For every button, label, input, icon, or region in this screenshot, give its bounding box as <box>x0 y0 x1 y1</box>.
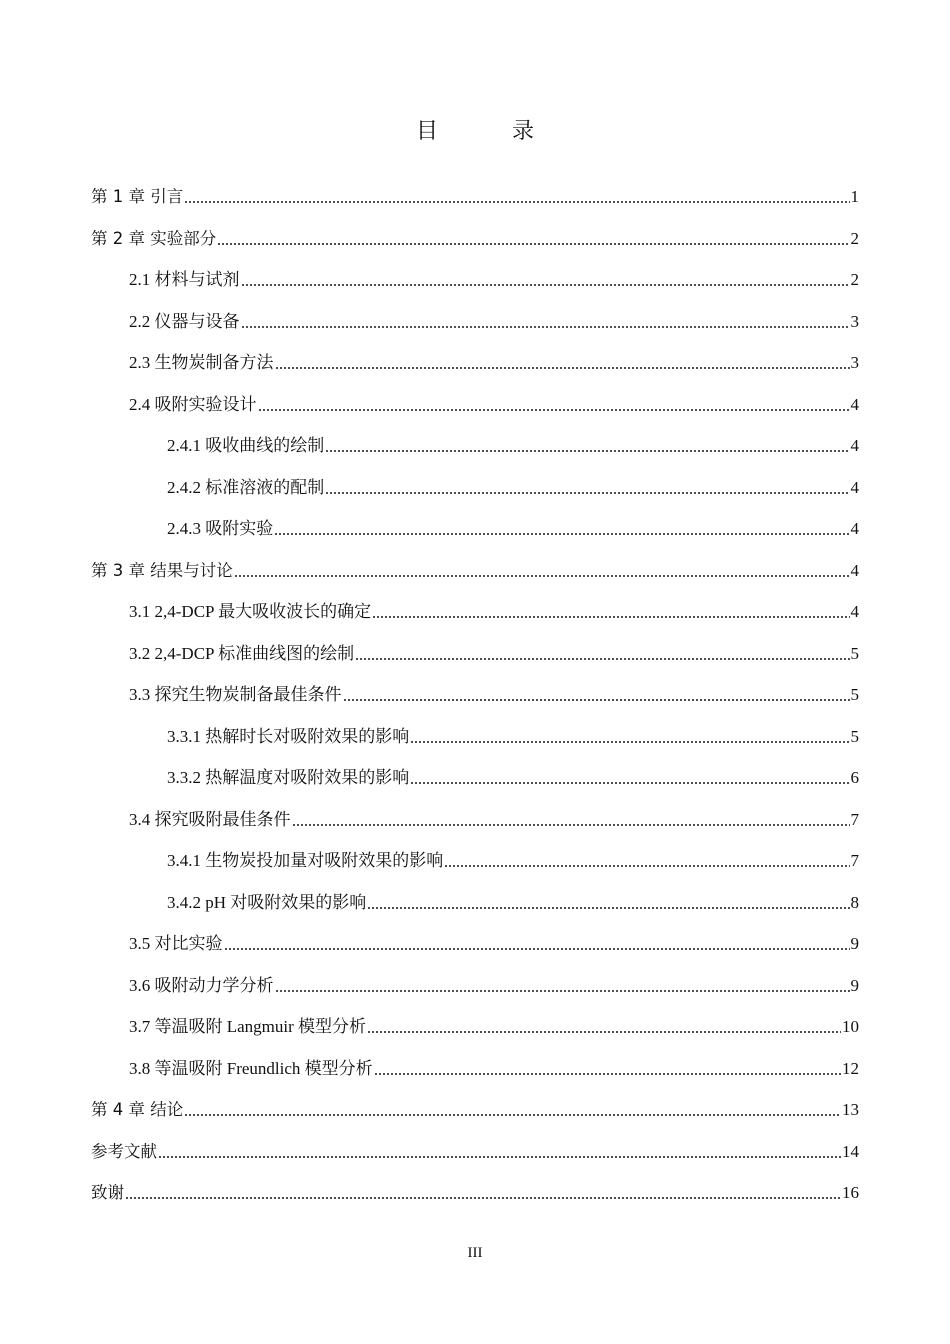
toc-entry-page: 8 <box>850 892 859 912</box>
dot-leader <box>410 741 849 743</box>
toc-entry-label: 3.8 等温吸附 Freundlich 模型分析 <box>129 1058 373 1078</box>
toc-entry-label: 3.4 探究吸附最佳条件 <box>129 809 291 829</box>
toc-entry-label: 3.1 2,4-DCP 最大吸收波长的确定 <box>129 602 372 621</box>
toc-entry-label: 第 3 章 结果与讨论 <box>91 560 233 580</box>
dot-leader <box>234 575 850 577</box>
toc-entry-page: 3 <box>850 353 859 372</box>
toc-entry[interactable] <box>91 1096 859 1124</box>
page-number: III <box>467 1245 483 1261</box>
toc-entry-label: 3.2 2,4-DCP 标准曲线图的绘制 <box>129 643 355 663</box>
toc-entry[interactable] <box>167 889 859 917</box>
toc-entry-label: 3.5 对比实验 <box>129 934 223 953</box>
toc-entry-label: 第 1 章 引言 <box>91 187 184 206</box>
toc-entry-page: 13 <box>842 1100 859 1119</box>
toc-entry[interactable] <box>167 515 859 543</box>
toc-entry[interactable] <box>129 349 859 377</box>
toc-entry[interactable] <box>167 764 859 792</box>
toc-entry-label: 2.4.3 吸附实验 <box>167 519 274 538</box>
toc-entry[interactable] <box>91 1138 859 1166</box>
toc-entry-page: 10 <box>842 1017 859 1036</box>
dot-leader <box>158 1156 841 1158</box>
toc-title: 目 录 <box>415 119 560 144</box>
dot-leader <box>241 326 850 328</box>
toc-entry-label: 3.7 等温吸附 Langmuir 模型分析 <box>129 1017 367 1036</box>
dot-leader <box>444 865 849 867</box>
toc-entry-label: 第 2 章 实验部分 <box>91 228 217 248</box>
toc-entry-page: 3 <box>850 311 859 331</box>
toc-entry-label: 3.3.1 热解时长对吸附效果的影响 <box>167 726 410 746</box>
toc-entry-label: 3.6 吸附动力学分析 <box>129 975 274 995</box>
toc-entry-page: 2 <box>850 228 859 248</box>
toc-entry[interactable] <box>129 308 859 336</box>
toc-entry-label: 2.4.2 标准溶液的配制 <box>167 477 325 497</box>
dot-leader <box>410 782 849 784</box>
toc-entry-page: 7 <box>850 809 859 829</box>
dot-leader <box>325 450 849 452</box>
toc-entry-label: 2.1 材料与试剂 <box>129 270 240 289</box>
toc-entry-label: 2.3 生物炭制备方法 <box>129 353 274 372</box>
dot-leader <box>372 616 849 618</box>
toc-entry[interactable] <box>167 432 859 460</box>
toc-entry-page: 1 <box>850 187 859 206</box>
toc-entry-label: 致谢 <box>91 1183 124 1202</box>
toc-entry-page: 6 <box>850 768 859 787</box>
toc-entry-label: 3.3.2 热解温度对吸附效果的影响 <box>167 768 410 787</box>
toc-entry[interactable] <box>129 1013 859 1041</box>
toc-entry-page: 14 <box>842 1141 859 1161</box>
toc-entry[interactable] <box>129 266 859 294</box>
dot-leader <box>325 492 849 494</box>
toc-entry-label: 3.4.1 生物炭投加量对吸附效果的影响 <box>167 851 444 870</box>
toc-entry-page: 4 <box>850 560 859 580</box>
toc-entry[interactable] <box>129 640 859 668</box>
toc-entry-label: 3.4.2 pH 对吸附效果的影响 <box>167 892 367 912</box>
toc-entry-page: 7 <box>850 851 859 870</box>
toc-entry-label: 2.4.1 吸收曲线的绘制 <box>167 436 325 455</box>
dot-leader <box>125 1197 841 1199</box>
toc-entry[interactable] <box>167 474 859 502</box>
toc-entry-page: 16 <box>842 1183 859 1202</box>
dot-leader <box>367 1031 841 1033</box>
dot-leader <box>343 699 850 701</box>
toc-entry[interactable] <box>167 847 859 875</box>
toc-entry-page: 9 <box>850 975 859 995</box>
toc-entry-label: 参考文献 <box>91 1141 157 1161</box>
dot-leader <box>274 533 849 535</box>
toc-entry[interactable] <box>129 806 859 834</box>
toc-entry-page: 4 <box>850 436 859 455</box>
dot-leader <box>275 367 850 369</box>
toc-entry-page: 12 <box>842 1058 859 1078</box>
dot-leader <box>374 1073 841 1075</box>
dot-leader <box>258 409 850 411</box>
toc-entry[interactable] <box>91 183 859 211</box>
toc-entry-page: 2 <box>850 270 859 289</box>
toc-entry[interactable] <box>91 225 859 253</box>
toc-entry-page: 5 <box>850 726 859 746</box>
toc-entry-page: 5 <box>850 685 859 704</box>
toc-entry-page: 5 <box>850 643 859 663</box>
dot-leader <box>275 990 850 992</box>
toc-entry-page: 4 <box>850 519 859 538</box>
toc-entry-label: 3.3 探究生物炭制备最佳条件 <box>129 685 342 704</box>
toc-entry-label: 第 4 章 结论 <box>91 1100 184 1119</box>
dot-leader <box>367 907 849 909</box>
toc-entry[interactable] <box>129 1055 859 1083</box>
dot-leader <box>184 201 849 203</box>
dot-leader <box>224 948 850 950</box>
toc-entry-page: 4 <box>850 602 859 621</box>
toc-entry[interactable] <box>129 681 859 709</box>
dot-leader <box>217 243 849 245</box>
dot-leader <box>184 1114 841 1116</box>
toc-entry-page: 9 <box>850 934 859 953</box>
toc-entry[interactable] <box>129 972 859 1000</box>
dot-leader <box>292 824 850 826</box>
toc-entry[interactable] <box>129 391 859 419</box>
dot-leader <box>241 284 850 286</box>
toc-entry-label: 2.2 仪器与设备 <box>129 311 240 331</box>
toc-entry-page: 4 <box>850 477 859 497</box>
toc-entry-page: 4 <box>850 394 859 414</box>
toc-entry[interactable] <box>91 1179 859 1207</box>
toc-entry[interactable] <box>129 930 859 958</box>
toc-entry[interactable] <box>91 557 859 585</box>
toc-entry[interactable] <box>129 598 859 626</box>
toc-entry[interactable] <box>167 723 859 751</box>
dot-leader <box>355 658 849 660</box>
toc-entry-label: 2.4 吸附实验设计 <box>129 394 257 414</box>
